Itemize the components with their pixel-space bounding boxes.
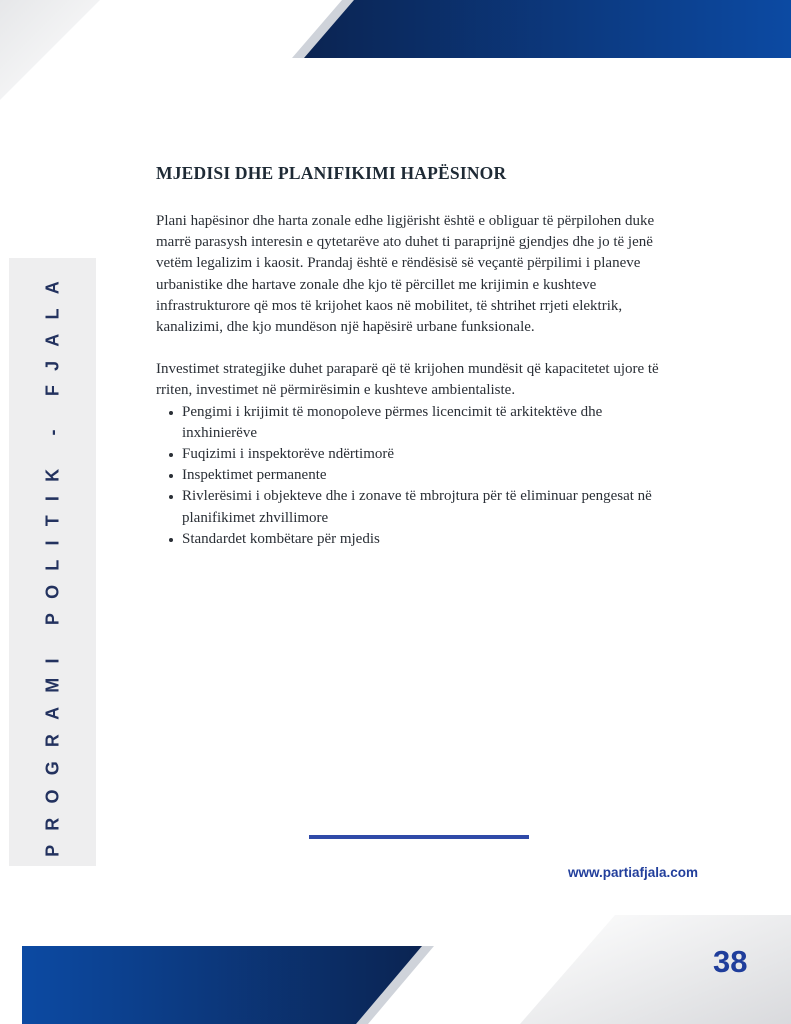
- bottom-left-blue-band: [22, 944, 442, 1024]
- bullet-item: Inspektimet permanente: [166, 465, 676, 486]
- main-content: [156, 163, 676, 550]
- bullet-list: [156, 402, 676, 550]
- bottom-right-gray-shape: [520, 915, 791, 1024]
- sidebar-panel: [9, 258, 96, 866]
- top-left-gray-shape: [0, 0, 110, 100]
- bullet-item: Pengimi i krijimit të monopoleve përmes licencimit të arkitektëve dhe inxhinierëve: [166, 402, 676, 444]
- bullet-item: Fuqizimi i inspektorëve ndërtimorë: [166, 444, 676, 465]
- divider-line: [309, 835, 529, 839]
- sidebar-title: PROGRAMI POLITIK - FJALA: [42, 267, 62, 857]
- top-right-blue-band: [280, 0, 791, 60]
- bullet-item: Standardet kombëtare për mjedis: [166, 529, 676, 550]
- paragraph-1: Plani hapësinor dhe harta zonale edhe ligjërisht është e obliguar të përpilohen duke marrë parasysh interesin e qytetarëve ato duhet ti paraprijnë gjendjes dhe jo të jenë vetëm legalizim i kaosit. Prandaj është e rëndësisë së veçantë përpilimi i planeve urbanistike dhe hartave zonale dhe kjo të përcillet me krijimin e kushteve infrastrukturore që mos të krijohet kaos në mobilitet, të shtrihet rrjeti elektrik, kanalizimi, dhe kjo mundëson një hapësirë urbane funksionale.: [156, 213, 655, 336]
- paragraph-2: Investimet strategjike duhet paraparë që të krijohen mundësit që kapacitetet ujore të rriten, investimet në përmirësimin e kushteve ambientaliste.: [156, 361, 659, 399]
- website-link[interactable]: www.partiafjala.com: [568, 865, 699, 880]
- bullet-item: Rivlerësimi i objekteve dhe i zonave të mbrojtura për të eliminuar pengesat në planifikimet zhvillimore: [166, 486, 676, 528]
- page-number: 38: [713, 944, 748, 979]
- section-heading: MJEDISI DHE PLANIFIKIMI HAPËSINOR: [156, 163, 507, 183]
